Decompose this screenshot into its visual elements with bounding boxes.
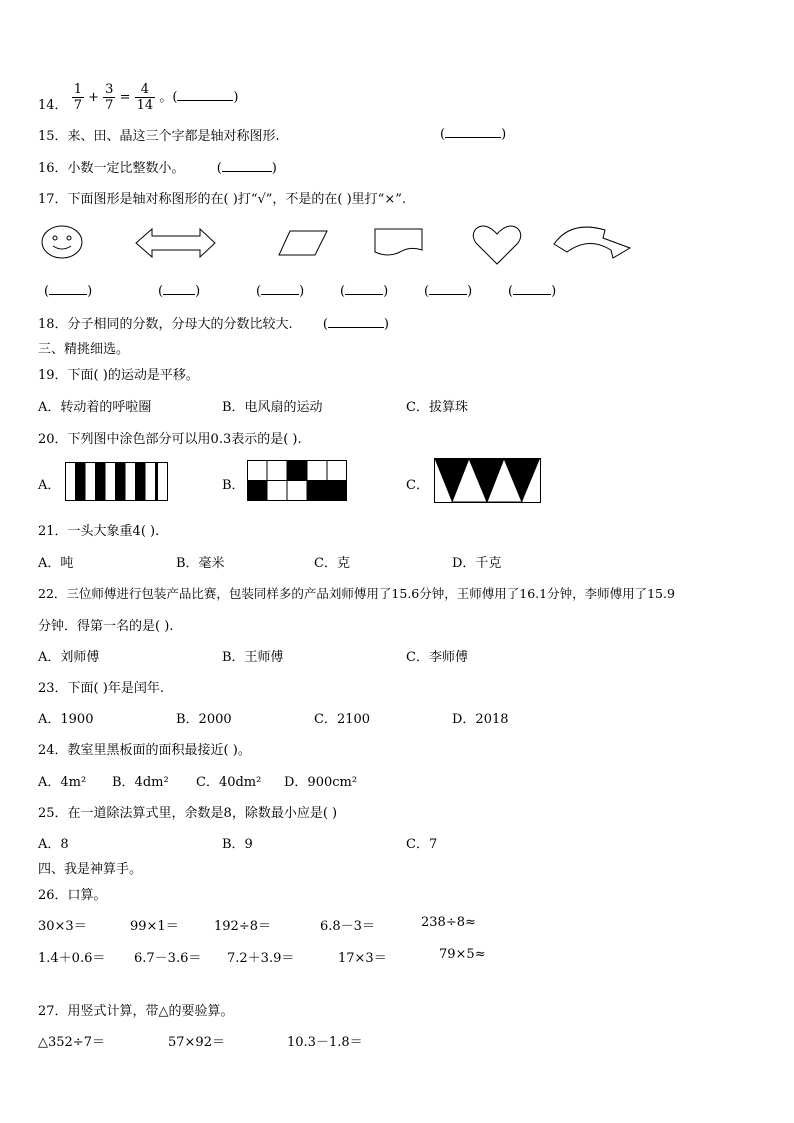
question-16: 16．小数一定比整数小。 ( ) [38,161,277,176]
answer-blank[interactable] [445,125,501,138]
question-27: 27．用竖式计算，带△的要验算。 [38,1004,234,1019]
fraction-3: $\frac{4}{14}$ [136,82,154,113]
question-15: 15．来、田、晶这三个字都是轴对称图形. ( ) [38,127,507,144]
oral-calc-row-2 [0,947,794,967]
answer-blank[interactable] [222,159,272,172]
q20-label-b[interactable]: B． [222,478,245,493]
question-23: 23．下面( )年是闰年. [38,681,164,696]
q25-option-b[interactable]: B．9 [222,837,253,852]
curved-arrow-icon [553,222,631,262]
question-24: 24．教室里黑板面的面积最接近( )。 [38,743,251,758]
q23-option-a[interactable]: A．1900 [38,712,94,727]
q20-figure-a [65,462,169,502]
calc-item: 238÷8≈ [421,915,476,930]
question-26: 26．口算。 [38,888,107,903]
q24-option-d[interactable]: D．900cm² [284,775,358,790]
q17-blank-3[interactable]: ( ) [256,284,305,299]
q25-option-a[interactable]: A．8 [38,837,69,852]
q22-option-a[interactable]: A．刘师傅 [38,650,100,665]
answer-open: 。( [159,90,178,105]
double-arrow-icon [136,226,216,260]
parallelogram-icon [278,230,328,256]
calc-item: 99×1＝ [130,919,179,934]
calc-item: 79×5≈ [439,947,486,962]
section-heading-3: 三、精挑细选。 [38,342,130,357]
calc-item: 7.2＋3.9＝ [227,951,295,966]
question-text: 17．下面图形是轴对称图形的在( )打“√”，不是的在( )里打“×”. [38,192,406,207]
q21-option-a[interactable]: A．吨 [38,556,74,571]
question-18: 18．分子相同的分数，分母大的分数比较大. ( ) [38,317,389,332]
heart-icon [472,224,522,266]
q20-label-c[interactable]: C． [406,478,429,493]
q23-option-d[interactable]: D．2018 [452,712,509,727]
calc-item: 30×3＝ [38,919,87,934]
question-14 [38,82,238,116]
q21-option-d[interactable]: D．千克 [452,556,502,571]
calc-item: 1.4＋0.6＝ [38,951,106,966]
q17-blank-6[interactable]: ( ) [508,284,557,299]
q17-blank-1[interactable]: ( ) [44,284,93,299]
q20-label-a[interactable]: A． [38,478,61,493]
equals-sign: = [119,90,131,105]
q20-figure-b [247,460,347,502]
question-text: 15．来、田、晶这三个字都是轴对称图形. [38,129,280,144]
question-19: 19．下面( )的运动是平移。 [38,368,199,383]
q17-blank-4[interactable]: ( ) [340,284,389,299]
question-20: 20．下列图中涂色部分可以用0.3表示的是( ). [38,432,302,447]
q23-option-c[interactable]: C．2100 [314,712,371,727]
oral-calc-row-1 [0,915,794,935]
answer-blank[interactable] [328,315,384,328]
vertical-calc-row [0,1031,794,1051]
q24-option-c[interactable]: C．40dm² [196,775,262,790]
answer-close: ) [233,90,239,105]
q20-figure-c [434,458,542,504]
question-22-line-2: 分钟．得第一名的是( ). [38,619,174,634]
question-25: 25．在一道除法算式里，余数是8，除数最小应是( ) [38,806,338,821]
q19-option-b[interactable]: B．电风扇的运动 [222,400,323,415]
q19-option-c[interactable]: C．拔算珠 [406,400,468,415]
question-21: 21．一头大象重4( ). [38,524,160,539]
fraction-2: $\frac{3}{7}$ [105,82,114,113]
q17-blank-2[interactable]: ( ) [158,284,201,299]
q22-option-c[interactable]: C．李师傅 [406,650,468,665]
q17-blank-5[interactable]: ( ) [424,284,473,299]
question-number: 14． [38,98,68,113]
q24-option-b[interactable]: B．4dm² [112,775,169,790]
flag-shape-icon [374,228,424,258]
q22-option-b[interactable]: B．王师傅 [222,650,284,665]
section-heading-4: 四、我是神算手。 [38,862,143,877]
smiley-face-icon [40,224,84,260]
q25-option-c[interactable]: C．7 [406,837,438,852]
question-17 [38,188,406,207]
plus-sign: + [88,90,100,105]
calc-item: 6.8－3＝ [320,919,375,934]
calc-item: 10.3－1.8＝ [287,1035,363,1050]
calc-item: △352÷7＝ [38,1035,105,1050]
calc-item: 57×92＝ [168,1035,225,1050]
q24-option-a[interactable]: A．4m² [38,775,87,790]
calc-item: 192÷8＝ [214,919,271,934]
q23-option-b[interactable]: B．2000 [176,712,232,727]
calc-item: 17×3＝ [338,951,387,966]
question-text: 18．分子相同的分数，分母大的分数比较大. [38,317,293,332]
question-22-line-1: 22．三位师傅进行包装产品比赛，包装同样多的产品刘师傅用了15.6分钟，王师傅用了16.1分钟，李师傅用了15.9 [38,586,675,601]
question-text: 16．小数一定比整数小。 [38,161,185,176]
q21-option-b[interactable]: B．毫米 [176,556,225,571]
q19-option-a[interactable]: A．转动着的呼啦圈 [38,400,152,415]
calc-item: 6.7－3.6＝ [134,951,202,966]
fraction-1: $\frac{1}{7}$ [73,82,82,113]
q21-option-c[interactable]: C．克 [314,556,350,571]
answer-blank[interactable] [177,88,233,101]
